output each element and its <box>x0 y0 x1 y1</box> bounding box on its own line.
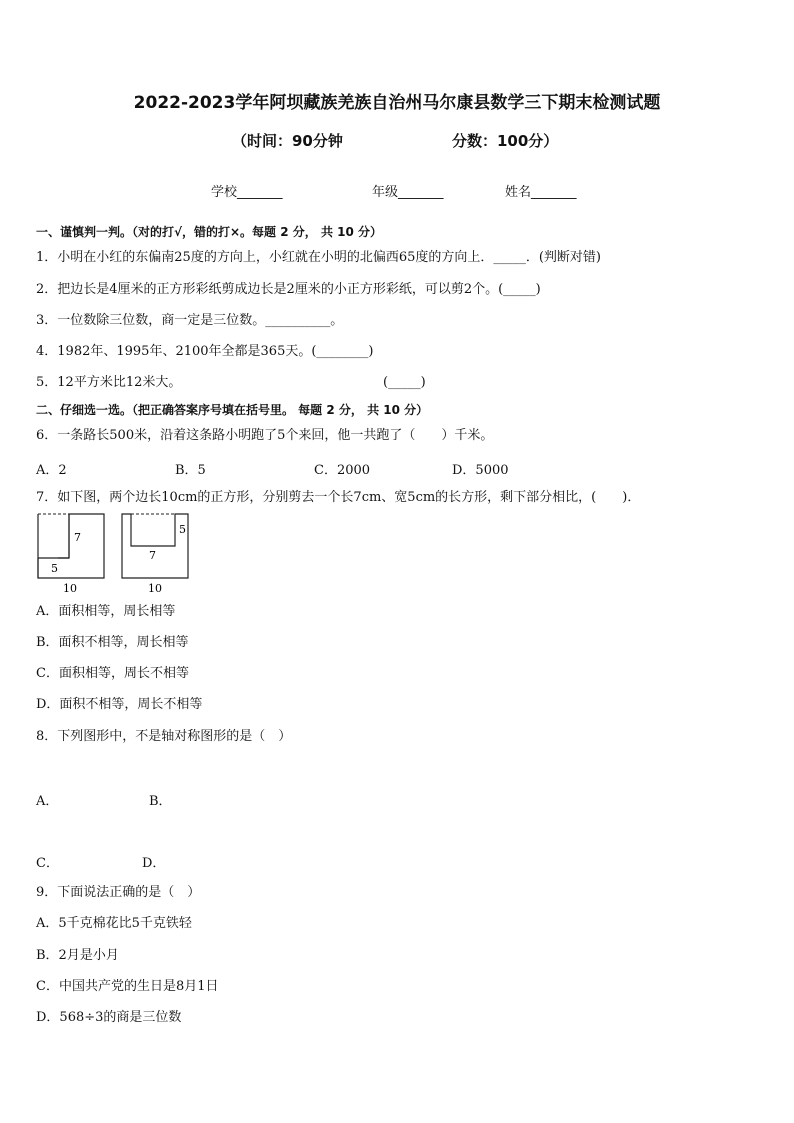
question-7: 7．如下图，两个边长10cm的正方形，分别剪去一个长7cm、宽5cm的长方形，剩下部分相比，( )． <box>36 490 641 505</box>
q6-option-a[interactable]: A．2 <box>36 463 67 478</box>
question-5: 5．12平方米比12米大。 <box>36 375 182 390</box>
q6-option-c[interactable]: C．2000 <box>314 463 371 478</box>
section-2-heading: 二、仔细选一选。（把正确答案序号填在括号里。 每题 2 分， 共 10 分） <box>36 403 429 417</box>
right-label-5: 5 <box>179 523 186 536</box>
left-label-5: 5 <box>51 562 58 575</box>
question-4: 4．1982年、1995年、2100年全都是365天。(________) <box>36 344 374 359</box>
section-1-heading: 一、谨慎判一判。（对的打√，错的打×。每题 2 分， 共 10 分） <box>36 225 382 239</box>
school-field[interactable]: 学校_______ <box>211 185 283 200</box>
q9-option-c[interactable]: C．中国共产党的生日是8月1日 <box>36 979 219 994</box>
q9-option-a[interactable]: A．5千克棉花比5千克铁轻 <box>36 916 192 931</box>
question-9: 9．下面说法正确的是（ ） <box>36 885 201 900</box>
name-field[interactable]: 姓名_______ <box>505 185 577 200</box>
left-label-7: 7 <box>74 531 81 544</box>
q6-option-d[interactable]: D．5000 <box>452 463 509 478</box>
exam-title: 2022-2023学年阿坝藏族羌族自治州马尔康县数学三下期末检测试题 <box>133 93 661 113</box>
q8-option-c[interactable]: C． <box>36 856 59 871</box>
q8-option-b[interactable]: B． <box>149 794 172 809</box>
q7-option-b[interactable]: B．面积不相等，周长相等 <box>36 635 189 650</box>
q8-option-a[interactable]: A． <box>36 794 59 809</box>
left-square-figure <box>38 514 104 595</box>
right-label-7: 7 <box>149 549 156 562</box>
q7-option-c[interactable]: C．面积相等，周长不相等 <box>36 666 189 681</box>
grade-field[interactable]: 年级_______ <box>372 185 444 200</box>
total-score: 分数：100分） <box>452 132 559 150</box>
question-6: 6．一条路长500米，沿着这条路小明跑了5个来回，他一共跑了（ ）千米。 <box>36 428 494 443</box>
q7-option-d[interactable]: D．面积不相等，周长不相等 <box>36 697 203 712</box>
right-label-10: 10 <box>148 582 162 595</box>
q6-option-b[interactable]: B．5 <box>175 463 206 478</box>
q7-option-a[interactable]: A．面积相等，周长相等 <box>36 604 176 619</box>
question-8: 8．下列图形中，不是轴对称图形的是（ ） <box>36 729 292 744</box>
time-limit: （时间：90分钟 <box>232 132 343 150</box>
q9-option-b[interactable]: B．2月是小月 <box>36 948 119 963</box>
question-2: 2．把边长是4厘米的正方形彩纸剪成边长是2厘米的小正方形彩纸，可以剪2个。(_____) <box>36 282 541 297</box>
q7-figure <box>36 512 206 596</box>
q9-option-d[interactable]: D．568÷3的商是三位数 <box>36 1010 182 1025</box>
left-label-10: 10 <box>63 582 77 595</box>
question-1: 1．小明在小红的东偏南25度的方向上，小红就在小明的北偏西65度的方向上．_____．(判断对错) <box>36 250 601 265</box>
q8-option-d[interactable]: D． <box>142 856 166 871</box>
question-3: 3．一位数除三位数，商一定是三位数。__________。 <box>36 313 344 328</box>
right-square-figure <box>122 514 188 595</box>
question-5-blank: (_____) <box>383 375 426 390</box>
